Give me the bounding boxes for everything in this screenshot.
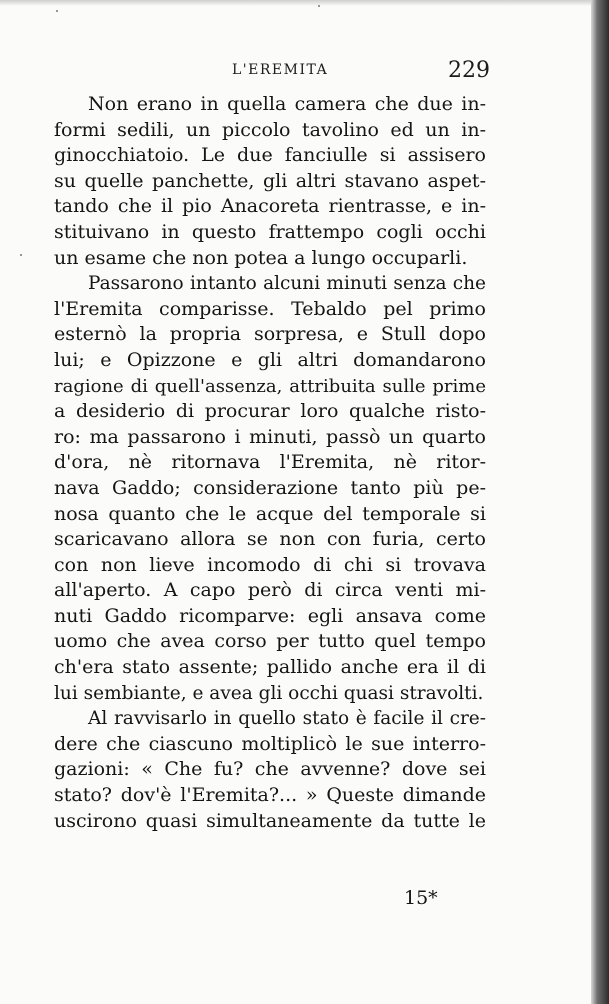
text-line: nosa quanto che le acque del temporale si xyxy=(54,502,486,525)
text-line: esternò la propria sorpresa, e Stull dopo xyxy=(54,323,486,346)
text-line: nuti Gaddo ricomparve: egli ansava come xyxy=(54,604,486,627)
text-line: tando che il pio Anacoreta rientrasse, e in- xyxy=(54,195,486,218)
text-line: nava Gaddo; considerazione tanto più pe- xyxy=(54,476,486,499)
text-line: su quelle panchette, gli altri stavano aspet- xyxy=(54,169,486,192)
body-text xyxy=(54,92,486,834)
running-head-title: L'EREMITA xyxy=(232,62,329,78)
text-line: Non erano in quella camera che due in- xyxy=(88,93,486,115)
scan-speck xyxy=(56,10,58,12)
text-line: a desiderio di procurar loro qualche risto- xyxy=(54,400,486,423)
text-line: all'aperto. A capo però di circa venti mi- xyxy=(54,579,486,602)
text-line: uscirono quasi simultaneamente da tutte le xyxy=(54,809,486,832)
text-line: uomo che avea corso per tutto quel tempo xyxy=(54,630,486,653)
text-line: dere che ciascuno moltiplicò le sue interro- xyxy=(54,732,486,755)
text-line: stato? dov'è l'Eremita?... » Queste dimande xyxy=(54,784,486,807)
text-line: stituivano in questo frattempo cogli occhi xyxy=(54,220,486,243)
page-number: 229 xyxy=(448,58,490,83)
text-line: ch'era stato assente; pallido anche era il di xyxy=(54,656,486,679)
text-line: lui sembiante, e avea gli occhi quasi stravolti. xyxy=(54,682,484,704)
scan-speck xyxy=(20,254,22,256)
text-line: con non lieve incomodo di chi si trovava xyxy=(54,553,486,576)
text-line: ginocchiatoio. Le due fanciulle si assisero xyxy=(54,144,486,167)
text-line: l'Eremita comparisse. Tebaldo pel primo xyxy=(54,297,486,320)
text-line: formi sedili, un piccolo tavolino ed un in- xyxy=(54,118,486,141)
page-top-edge xyxy=(0,0,609,6)
paragraph-2 xyxy=(54,271,486,706)
paragraph-1 xyxy=(54,92,486,271)
text-line: gazioni: « Che fu? che avvenne? dove sei xyxy=(54,758,486,781)
signature-mark: 15* xyxy=(404,887,438,909)
text-line: un esame che non potea a lungo occuparli. xyxy=(54,246,468,269)
text-line: ragione di quell'assenza, attribuita sulle prime xyxy=(54,375,486,397)
text-line: ro: ma passarono i minuti, passò un quarto xyxy=(54,425,486,448)
running-head xyxy=(0,58,609,88)
text-line: lui; e Opizzone e gli altri domandarono xyxy=(54,348,486,371)
text-line: scaricavano allora se non con furia, certo xyxy=(54,528,486,551)
text-line: Passarono intanto alcuni minuti senza che xyxy=(88,273,486,295)
paragraph-3 xyxy=(54,706,486,834)
text-line: d'ora, nè ritornava l'Eremita, nè ritor- xyxy=(54,451,486,474)
text-line: Al ravvisarlo in quello stato è facile il cre- xyxy=(88,708,486,730)
scan-edge-shadow xyxy=(591,0,609,1004)
scan-speck xyxy=(318,5,320,7)
